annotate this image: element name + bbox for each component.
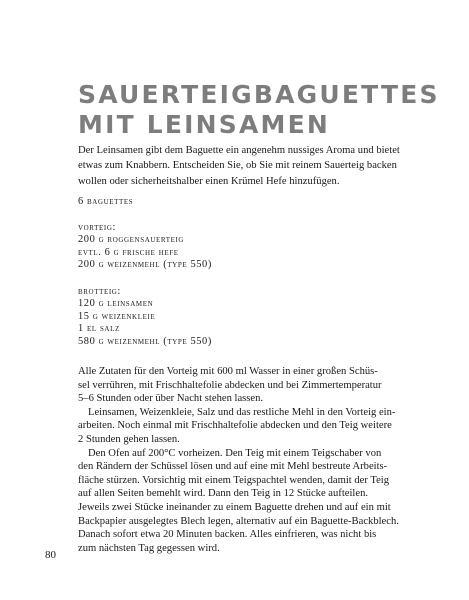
intro-paragraph bbox=[78, 143, 408, 189]
method-line: Backpapier ausgelegtes Blech legen, alternativ auf ein Baguette-Backblech. bbox=[78, 515, 399, 527]
vorteig-heading: vorteig: bbox=[78, 222, 116, 233]
method-line: sel verrühren, mit Frischhaltefolie abdecken und bei Zimmertemperatur bbox=[78, 379, 382, 391]
method-line: 2 Stunden gehen lassen. bbox=[78, 433, 180, 445]
method-line: den Rändern der Schüssel lösen und auf eine mit Mehl bestreute Arbeits- bbox=[78, 461, 388, 473]
brotteig-ingredients bbox=[78, 286, 212, 348]
yield-info bbox=[78, 196, 133, 208]
ingredient-item: 15 g weizenkleie bbox=[78, 310, 156, 322]
recipe-title bbox=[78, 80, 440, 140]
title-line: MIT LEINSAMEN bbox=[78, 110, 331, 139]
ingredient-item: 200 g roggensauerteig bbox=[78, 234, 185, 246]
method-line: zum nächsten Tag gegessen wird. bbox=[78, 542, 220, 554]
ingredient-item: 580 g weizenmehl (type 550) bbox=[78, 335, 212, 347]
brotteig-heading: brotteig: bbox=[78, 286, 121, 297]
method-line: 5–6 Stunden oder über Nacht stehen lassen. bbox=[78, 393, 264, 405]
method-line: Leinsamen, Weizenkleie, Salz und das restliche Mehl in den Vorteig ein- bbox=[88, 406, 396, 418]
method-line: Alle Zutaten für den Vorteig mit 600 ml Wasser in einer großen Schüs- bbox=[78, 366, 378, 377]
method-text bbox=[78, 365, 408, 555]
method-line: arbeiten. Noch einmal mit Frischhaltefolie abdecken und den Teig weitere bbox=[78, 420, 392, 432]
intro-line: Der Leinsamen gibt dem Baguette ein angenehm nussiges Aroma und bietet bbox=[78, 145, 400, 156]
ingredient-item: 200 g weizenmehl (type 550) bbox=[78, 259, 212, 271]
title-line: SAUERTEIGBAGUETTES bbox=[78, 80, 440, 109]
page-number: 80 bbox=[45, 549, 56, 561]
ingredient-item: 120 g leinsamen bbox=[78, 298, 154, 310]
method-line: fläche stürzen. Vorsichtig mit einem Teigspachtel wenden, damit der Teig bbox=[78, 474, 390, 486]
intro-line: wollen oder sicherheitshalber einen Krümel Hefe hinzufügen. bbox=[78, 175, 340, 187]
method-line: Den Ofen auf 200°C vorheizen. Den Teig mit einem Teigschaber von bbox=[88, 447, 382, 459]
method-line: auf allen Seiten bemehlt wird. Dann den Teig in 12 Stücke aufteilen. bbox=[78, 488, 369, 500]
yield-text: 6 baguettes bbox=[78, 196, 134, 207]
vorteig-ingredients bbox=[78, 222, 212, 272]
ingredient-item: evtl. 6 g frische hefe bbox=[78, 246, 179, 258]
method-line: Jeweils zwei Stücke ineinander zu einem Baguette drehen und auf ein mit bbox=[78, 501, 391, 513]
method-line: Danach sofort etwa 20 Minuten backen. Alles einfrieren, was nicht bis bbox=[78, 529, 377, 541]
intro-line: etwas zum Knabbern. Entscheiden Sie, ob Sie mit reinem Sauerteig backen bbox=[78, 160, 397, 172]
ingredient-item: 1 el salz bbox=[78, 323, 120, 335]
